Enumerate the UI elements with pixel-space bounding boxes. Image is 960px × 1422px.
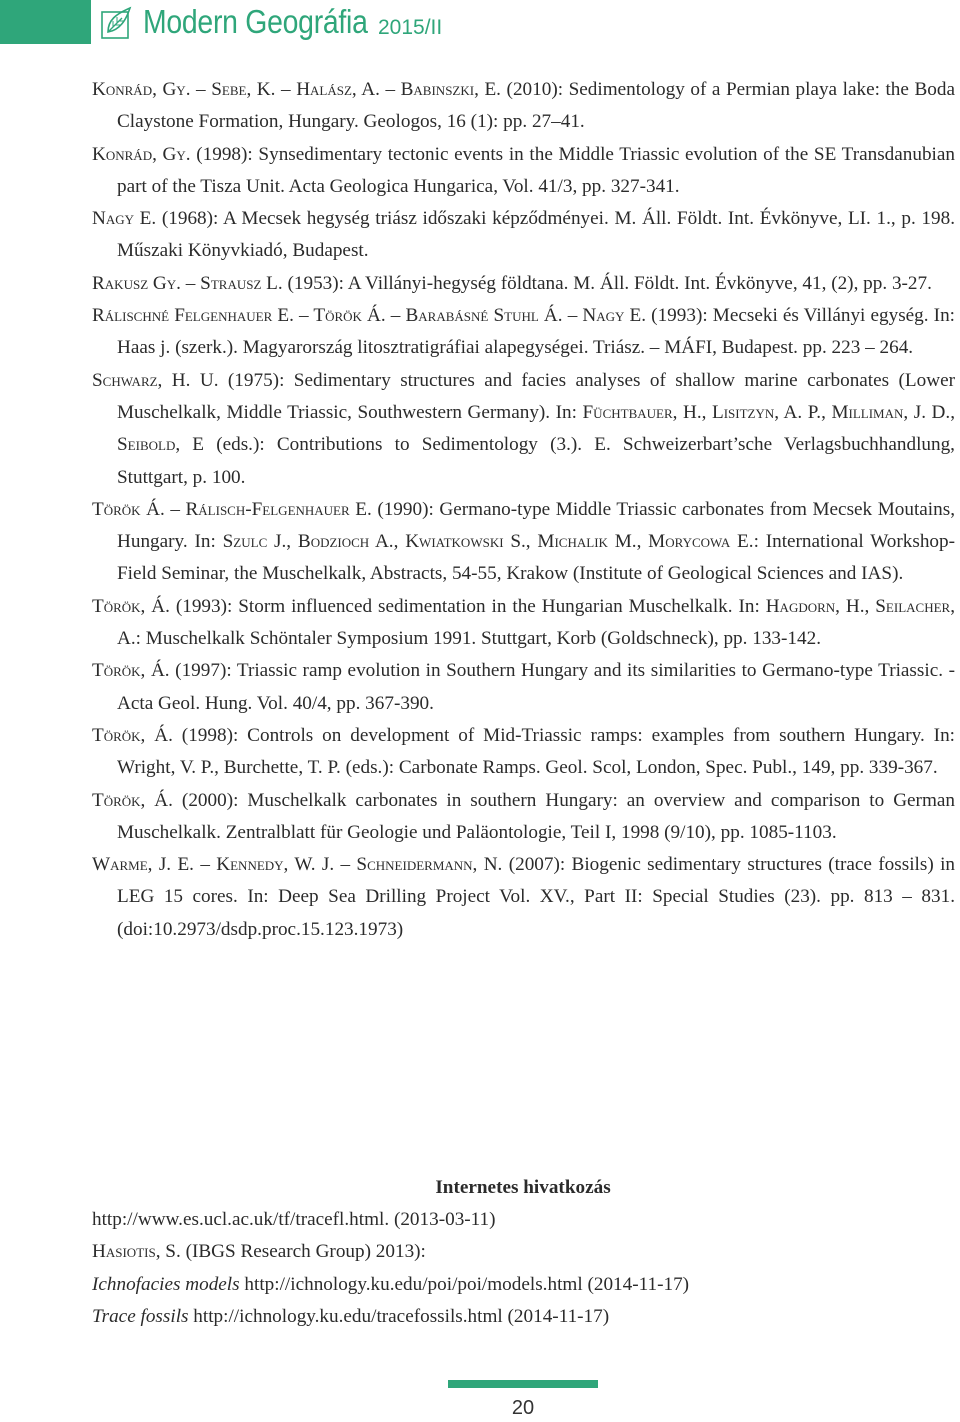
citation-text: (1998): Controls on development of Mid-Triassic ramps: examples from southern Hungary. In: Wright, V. P., Burchette, T. P. (eds.): Carbonate Ramps. Geol. Scol, London, Spec. Publ., 149, pp. 339-367. — [117, 724, 955, 779]
reference-entry — [92, 494, 955, 591]
author-names: Konrád, Gy. — [92, 143, 191, 165]
citation-text: http://ichnology.ku.edu/tracefossils.html (2014-11-17) — [188, 1305, 610, 1327]
author-names: Török, Á. — [92, 595, 170, 617]
author-names: Török, Á. — [92, 660, 170, 682]
citation-text: (2007): Biogenic sedimentary structures (trace fossils) in LEG 15 cores. In: Deep Sea Drilling Project Vol. XV., Part II: Special Studies (23). pp. 813 – 831. (doi:10.2973/dsdp.proc.15.123.1973) — [117, 854, 955, 940]
internet-reference-list — [92, 1204, 955, 1333]
reference-entry — [92, 139, 955, 204]
author-names: Hasiotis, S. — [92, 1241, 181, 1263]
reference-entry — [92, 591, 955, 656]
citation-text: http://ichnology.ku.edu/poi/poi/models.html (2014-11-17) — [239, 1273, 690, 1295]
citation-text: (1953): A Villányi-hegység földtana. M. Áll. Földt. Int. Évkönyve, 41, (2), pp. 3-27. — [282, 272, 932, 294]
citation-text: (1990): Germano-type Middle Triassic carbonates from Mecsek Moutains, Hungary. In: — [117, 498, 955, 553]
citation-text: (1993): Storm influenced sedimentation in the Hungarian Muschelkalk. In: — [169, 595, 766, 617]
section-heading: Internetes hivatkozás — [435, 1177, 611, 1198]
italic-title: Trace fossils — [92, 1305, 189, 1327]
internet-reference-entry — [92, 1269, 955, 1301]
internet-reference-entry — [92, 1236, 955, 1268]
author-names: Schwarz, H. U. — [92, 369, 219, 391]
citation-text: (1968): A Mecsek hegység triász időszaki képződményei. M. Áll. Földt. Int. Évkönyve, LI. 1., p. 198. Műszaki Könyvkiadó, Budapest. — [117, 208, 955, 262]
reference-entry — [92, 785, 955, 850]
author-names: Rakusz Gy. – Strausz L. — [92, 272, 283, 294]
reference-entry — [92, 203, 955, 268]
author-names: Török Á. – Rálisch-Felgenhauer E. — [92, 498, 372, 520]
author-names: Füchtbauer, H., Lisitzyn, A. P., Milliman, J. D., Seibold, E — [117, 401, 955, 456]
page-number: 20 — [511, 1397, 535, 1419]
reference-entry — [92, 365, 955, 494]
citation-text: http://www.es.ucl.ac.uk/tf/tracefl.html. (2013-03-11) — [92, 1209, 496, 1230]
citation-text: : International Workshop-Field Seminar, the Muschelkalk, Abstracts, 54-55, Krakow (Institute of Geological Sciences and IAS). — [117, 531, 955, 585]
author-names: Hagdorn, H., Seilacher, A. — [117, 595, 955, 650]
reference-entry — [92, 74, 955, 139]
citation-text: (2010): Sedimentology of a Permian playa lake: the Boda Claystone Formation, Hungary. Geologos, 16 (1): pp. 27–41. — [117, 79, 955, 133]
author-names: Rálischné Felgenhauer E. – Török Á. – Barabásné Stuhl Á. – Nagy E. — [92, 305, 647, 327]
leaf-logo-icon — [100, 6, 134, 40]
citation-text: (1998): Synsedimentary tectonic events in the Middle Triassic evolution of the SE Transdanubian part of the Tisza Unit. Acta Geologica Hungarica, Vol. 41/3, pp. 327-341. — [117, 143, 955, 197]
author-names: Konrád, Gy. – Sebe, K. – Halász, A. – Babinszki, E. — [92, 79, 501, 100]
author-names: Nagy E. — [92, 208, 157, 230]
footer-accent-bar — [448, 1380, 598, 1388]
reference-list — [92, 74, 955, 946]
internet-reference-entry — [92, 1301, 955, 1333]
reference-entry — [92, 268, 955, 300]
author-names: Török, Á. — [92, 789, 173, 811]
citation-text: (2000): Muschelkalk carbonates in southern Hungary: an overview and comparison to German Muschelkalk. Zentralblatt für Geologie und Paläontologie, Teil I, 1998 (9/10), pp. 1085-1103. — [117, 789, 955, 843]
citation-text: (1997): Triassic ramp evolution in Southern Hungary and its similarities to Germano-type Triassic. - Acta Geol. Hung. Vol. 40/4, pp. 367-390. — [117, 660, 955, 714]
citation-text: : Muschelkalk Schöntaler Symposium 1991. Stuttgart, Korb (Goldschneck), pp. 133-142. — [135, 628, 821, 650]
author-names: Török, Á. — [92, 724, 173, 746]
reference-entry — [92, 849, 955, 946]
author-names: Warme, J. E. – Kennedy, W. J. – Schneidermann, N. — [92, 854, 503, 876]
citation-text: (IBGS Research Group) 2013): — [180, 1241, 426, 1263]
italic-title: Ichnofacies models — [92, 1273, 240, 1295]
reference-entry — [92, 300, 955, 365]
internet-reference-entry — [92, 1204, 955, 1236]
citation-text: (1993): Mecseki és Villányi egység. In: Haas j. (szerk.). Magyarország litosztratigráfiai alapegységei. Triász. – MÁFI, Budapest. pp. 223 – 264. — [117, 305, 956, 359]
reference-entry — [92, 720, 955, 785]
citation-text: (eds.): Contributions to Sedimentology (3.). E. Schweizerbart’sche Verlagsbuchhandlung, Stuttgart, p. 100. — [117, 434, 955, 488]
author-names: Szulc J., Bodzioch A., Kwiatkowski S., Michalik M., Morycowa E. — [222, 531, 754, 553]
header-accent-bar — [0, 0, 91, 44]
journal-name: Modern Geográfia — [143, 3, 368, 40]
journal-issue: 2015/II — [378, 16, 443, 39]
reference-entry — [92, 655, 955, 720]
citation-text: (1975): Sedimentary structures and facies analyses of shallow marine carbonates (Lower Muschelkalk, Middle Triassic, Southwestern Germany). In: — [117, 369, 955, 423]
page-header — [0, 0, 960, 44]
